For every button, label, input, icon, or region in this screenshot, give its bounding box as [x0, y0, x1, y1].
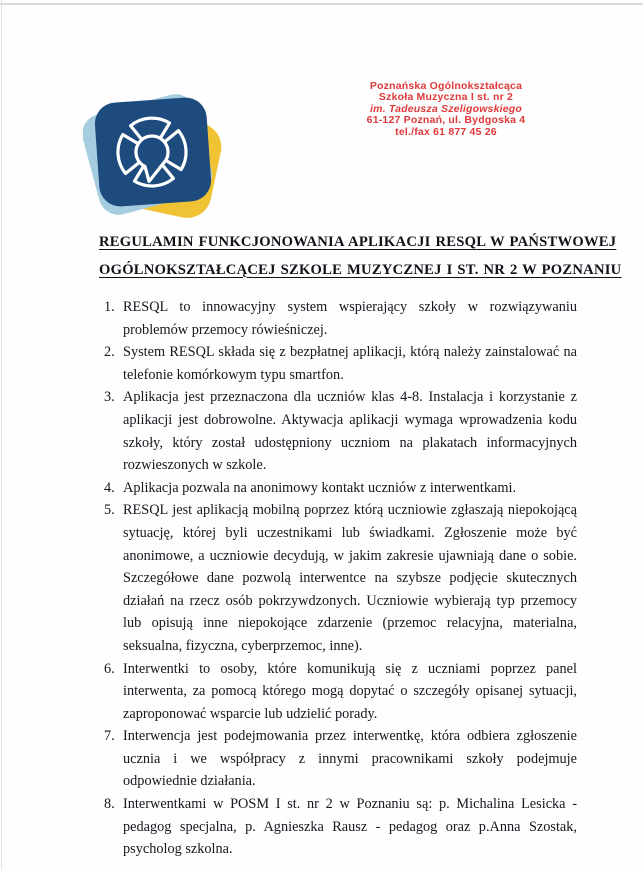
list-item — [99, 793, 577, 861]
list-item-text: Interwentki to osoby, które komunikują się z uczniami poprzez panel interwenta, za pomocą którego mogą dopytać o szczegóły opisanej sytuacji, zaproponować wsparcie lub udzielić porady. — [123, 660, 577, 722]
list-item-text: Interwencja jest podejmowania przez interwentkę, która odbiera zgłoszenie ucznia i we współpracy z innymi pracownikami szkoły podejmuje odpowiednie działania. — [123, 728, 577, 790]
list-item-number: 8. — [104, 796, 115, 813]
stamp-line-school-name-1: Poznańska Ogólnokształcąca — [369, 80, 523, 92]
list-item-number: 5. — [104, 502, 115, 519]
document-title — [99, 229, 622, 284]
list-item-text: RESQL to innowacyjny system wspierający szkoły w rozwiązywaniu problemów przemocy rówieśniczej. — [123, 299, 577, 338]
list-item — [99, 296, 577, 341]
list-item-number: 2. — [104, 344, 115, 361]
stamp-line-phone: tel./fax 61 877 45 26 — [395, 125, 497, 138]
list-item-number: 6. — [104, 660, 115, 677]
stamp-line-patron: im. Tadeusza Szeligowskiego — [369, 102, 523, 115]
list-item-text: Aplikacja jest przeznaczona dla uczniów klas 4-8. Instalacja i korzystanie z aplikacji jest dobrowolne. Aktywacja aplikacji wymaga wprowadzenia kodu szkoły, który został udostępniony uczniom na plakatach informacyjnych rozwieszonych w szkole. — [123, 389, 577, 474]
school-address-stamp — [322, 81, 570, 138]
stamp-line-address: 61-127 Poznań, ul. Bydgoska 4 — [366, 114, 526, 127]
list-item-number: 3. — [104, 389, 115, 406]
scan-artifact-top-line — [0, 3, 643, 5]
document-title-line-1: REGULAMIN FUNKCJONOWANIA APLIKACJI RESQL W PAŃSTWOWEJ — [99, 234, 617, 250]
list-item — [99, 658, 577, 726]
resql-logo — [83, 92, 223, 220]
list-item-number: 1. — [104, 299, 115, 315]
resql-logo-icon — [83, 92, 223, 220]
list-item — [99, 386, 577, 476]
stamp-line-school-name-2: Szkoła Muzyczna I st. nr 2 — [378, 91, 514, 104]
list-item-number: 4. — [104, 479, 115, 496]
list-item-number: 7. — [104, 728, 115, 745]
list-item-text: Aplikacja pozwala na anonimowy kontakt uczniów z interwentkami. — [123, 479, 517, 496]
list-item-text: RESQL jest aplikacją mobilną poprzez którą uczniowie zgłaszają niepokojącą sytuację, której byli uczestnikami lub świadkami. Zgłoszenie może być anonimowe, a uczniowie decydują, w jakim zakresie ujawniają dane o sobie. Szczegółowe dane pozwolą interwentce na szybsze podjęcie skutecznych działań na rzecz osób pokrzywdzonych. Uczniowie wybierają typ przemocy lub opisują inne niepokojące zdarzenie (przemoc relacyjna, materialna, seksualna, fizyczna, cyberprzemoc, inne). — [123, 502, 577, 654]
regulation-list — [99, 296, 577, 861]
list-item — [99, 341, 577, 386]
list-item — [99, 499, 577, 657]
scan-artifact-left-line — [1, 0, 2, 869]
list-item — [99, 725, 577, 793]
list-item-text: Interwentkami w POSM I st. nr 2 w Poznaniu są: p. Michalina Lesicka - pedagog specjalna, p. Agnieszka Rausz - pedagog oraz p.Anna Szostak, psycholog szkolna. — [123, 796, 577, 858]
document-title-line-2: OGÓLNOKSZTAŁCĄCEJ SZKOLE MUZYCZNEJ I ST. NR 2 W POZNANIU — [99, 261, 622, 278]
list-item-text: System RESQL składa się z bezpłatnej aplikacji, którą należy zainstalować na telefonie komórkowym typu smartfon. — [123, 344, 577, 383]
list-item — [99, 477, 577, 500]
